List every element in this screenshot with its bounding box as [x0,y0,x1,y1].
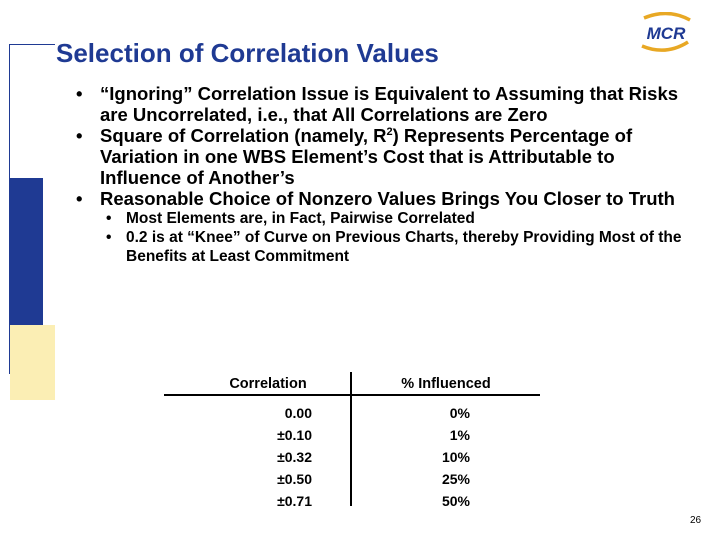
superscript: 2 [386,125,393,138]
correlation-table [186,372,542,512]
table-column-divider [350,372,352,506]
page-number: 26 [690,515,702,526]
table-row [186,446,542,468]
cell-correlation: ±0.50 [277,471,312,487]
bullet-text: “Ignoring” Correlation Issue is Equivalent to Assuming that Risks are Uncorrelated, i.e., that All Correlations are Zero [100,83,679,125]
bullet-marker: • [106,229,112,246]
bullet-item [76,125,686,188]
cell-influenced: 25% [441,471,470,487]
table-header [186,372,542,396]
frame-top-line [9,44,55,45]
table-row [186,402,542,424]
cell-correlation: 0.00 [284,405,312,421]
cell-influenced: 10% [441,449,470,465]
cell-influenced: 1% [449,427,470,443]
decorative-yellow-bar [10,325,55,400]
header-correlation: Correlation [229,376,307,392]
table-header-rule [164,394,540,396]
cell-influenced: 0% [449,405,470,421]
cell-correlation: ±0.71 [277,493,312,509]
bullet-text-part: ) Represents Percentage of Variation in one WBS Element’s Cost that is Attributable to Influence of Another’s [100,125,633,188]
logo-text: MCR [646,24,686,43]
mcr-logo [638,12,694,52]
table-row [186,468,542,490]
slide-title: Selection of Correlation Values [56,38,439,68]
sub-bullet-item [106,228,686,266]
bullet-list [76,83,686,266]
sub-bullet-item [106,209,686,228]
header-influenced: % Influenced [401,376,491,392]
bullet-text: Most Elements are, in Fact, Pairwise Correlated [126,210,475,227]
bullet-item [76,83,686,125]
bullet-text: 0.2 is at “Knee” of Curve on Previous Charts, thereby Providing Most of the Benefits at Least Commitment [126,229,682,265]
cell-correlation: ±0.10 [277,427,312,443]
bullet-text-part: Square of Correlation (namely, R [100,125,387,146]
table-row [186,490,542,512]
cell-influenced: 50% [441,493,470,509]
cell-correlation: ±0.32 [277,449,312,465]
bullet-marker: • [76,188,83,209]
bullet-marker: • [76,83,83,104]
table-row [186,424,542,446]
bullet-marker: • [106,210,112,227]
bullet-marker: • [76,125,83,146]
bullet-item [76,188,686,209]
bullet-text: Reasonable Choice of Nonzero Values Brings You Closer to Truth [100,188,675,209]
bullet-text [100,125,686,188]
